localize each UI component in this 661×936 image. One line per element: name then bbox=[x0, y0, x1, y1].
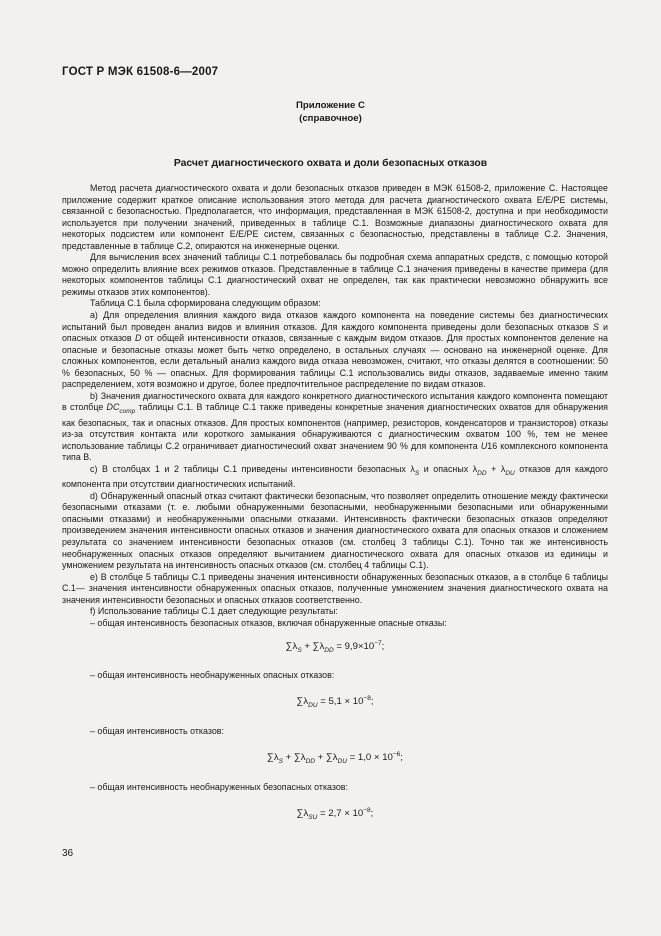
paragraph-item-d: d) Обнаруженный опасный отказ считают фактически безопасным, что позволяет определить отношение между фактически безопасными отказами (т. е. любыми обнаруженными безопасными, необнаруженными безопасными или обнаруженными опасными отказами) и необнаруженными опасными отказами. Интенсивность фактически безопасных отказов определяют произведением значения интенсивности опасных отказов и значения диагностического охвата для опасных отказов и сложением результата со значением интенсивности безопасных отказов (см. столбец 3 таблицы С.1). Точно так же интенсивность необнаруженных опасных отказов определяют вычитанием диагностического охвата для опасных отказов из единицы и умножением результата на интенсивность опасных отказов (см. столбец 4 таблицы С.1). bbox=[62, 490, 608, 571]
appendix-status: (справочное) bbox=[299, 113, 362, 124]
paragraph-item-f: f) Использование таблицы С.1 дает следующие результаты: bbox=[90, 606, 338, 617]
formula-total-failures: $\sum\lambda_S + \sum\lambda_{DD} + \sum\lambda_{DU} = 1,0 \times 10^{-6}$; bbox=[267, 750, 403, 765]
result-label-safe-total: – общая интенсивность безопасных отказов, включая обнаруженные опасные отказы: bbox=[90, 617, 447, 628]
appendix-label: Приложение С bbox=[296, 100, 365, 111]
paragraph-item-e: е) В столбце 5 таблицы С.1 приведены значения интенсивности обнаруженных безопасных отказов, а в столбце 6 таблицы С.1— значения интенсивности обнаруженных опасных отказов, полученные умножением значения диагностического охвата на значения интенсивности безопасных и опасных отказов соответственно. bbox=[62, 571, 608, 605]
formula-undetected-safe: $\sum\lambda_{SU} = 2,7 \times 10^{-8}$; bbox=[296, 806, 374, 821]
result-label-undetected-dangerous: – общая интенсивность необнаруженных опасных отказов: bbox=[90, 669, 335, 680]
result-label-total-failures: – общая интенсивность отказов: bbox=[90, 726, 224, 737]
appendix-heading bbox=[0, 99, 661, 125]
paragraph-item-b: b) Значения диагностического охвата для каждого конкретного диагностического испытания каждого компонента помещают в столбце $DC_{comp}$ таблицы С.1. В таблице С.1 также приведены конкретные значения диагностических охватов для обнаружения как безопасных, так и опасных отказов. Для простых компонентов (например, резисторов, конденсаторов и транзисторов) отказы из-за отсутствия контакта или короткого замыкания обнаруживаются с диагностическим охватом 100 %, тем не менее использование таблицы С.2 ограничивает диагностический охват значением 90 % для компонента U16 комплексного компонента типа В. bbox=[62, 390, 608, 463]
section-title: Расчет диагностического охвата и доли безопасных отказов bbox=[173, 158, 488, 169]
formula-undetected-dangerous: $\sum\lambda_{DU} = 5,1 \times 10^{-8}$; bbox=[296, 694, 374, 709]
paragraph-intro: Метод расчета диагностического охвата и доли безопасных отказов приведен в МЭК 61508-2, приложение С. Настоящее приложение содержит краткое описание использования этого метода для расчета диагностического охвата E/E/PE системы, связанной с безопасностью. Предполагается, что информация, представленная в МЭК 61508-2, доступна и при необходимости используется при получении значений, приведенных в таблице С.1. Возможные диапазоны диагностического охвата для некоторых подсистем или компонент E/E/PE систем, связанных с безопасностью, представлены в таблице С.2. Значения, представленные в таблице С.2, опираются на инженерные оценки. bbox=[62, 183, 608, 251]
document-body bbox=[62, 183, 608, 839]
formula-safe-total: $\sum\lambda_S + \sum\lambda_{DD} = 9,9\times 10^{-7}$; bbox=[285, 640, 385, 655]
paragraph-item-a: а) Для определения влияния каждого вида отказов каждого компонента на поведение системы без диагностических испытаний был проведен анализ видов и влияния отказов. Для каждого компонента приведены доли безопасных отказов S и опасных отказов D от общей интенсивности отказов, связанные с каждым видом отказов. Для простых компонентов деление на опасные и безопасные отказы может быть четко определено, в остальных случаях — основано на инженерной оценке. Для сложных компонентов, если детальный анализ каждого вида отказа невозможен, считают, что отказы делятся в соотношении: 50 % безопасных, 50 % — опасных. Для формирования таблицы С.1 использовались виды отказов, задаваемые именно таким распределением, хотя возможно и другое, более предпочтительное распределение по видам отказов. bbox=[62, 310, 608, 390]
result-label-undetected-safe: – общая интенсивность необнаруженных безопасных отказов: bbox=[90, 782, 348, 793]
document-header: ГОСТ Р МЭК 61508-6—2007 bbox=[62, 66, 219, 78]
paragraph-item-c: с) В столбцах 1 и 2 таблицы С.1 приведены интенсивности безопасных $\lambda_S$ и опасных $\lambda_{DD} + \lambda_{DU}$ отказов для каждого компонента при отсутствии диагностических испытаний. bbox=[62, 463, 608, 490]
page-number: 36 bbox=[62, 848, 74, 859]
paragraph-calculation: Для вычисления всех значений таблицы С.1 потребовалась бы подробная схема аппаратных средств, с помощью которой можно определить влияние всех режимов отказов. Представленные в таблице С.1 значения приведены в качестве примера (для некоторых компонентов таблицы С.1 диагностический охват не определен, так как практически невозможно обнаружить все режимы отказов этих компонентов). bbox=[62, 252, 608, 297]
paragraph-table-formed: Таблица С.1 была сформирована следующим образом: bbox=[90, 298, 321, 309]
